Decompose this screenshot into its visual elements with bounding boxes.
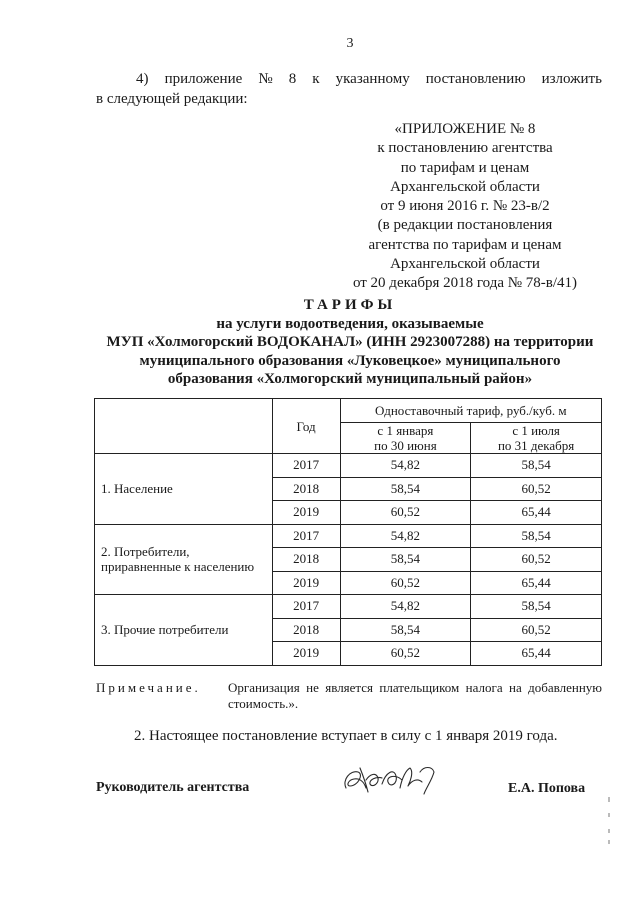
year-cell: 2017 (272, 454, 340, 478)
tariff-body (95, 454, 602, 666)
tariff-cell: 54,82 (340, 595, 471, 619)
tariff-cell: 65,44 (471, 571, 602, 595)
year-cell: 2019 (272, 642, 340, 666)
signature-stroke (345, 768, 434, 795)
category-cell: 1. Население (95, 454, 273, 525)
table-row (95, 454, 602, 478)
tariff-title-line: МУП «Холмогорский ВОДОКАНАЛ» (ИНН 2923007288) на территории (106, 334, 594, 350)
appendix-line: «ПРИЛОЖЕНИЕ № 8 (394, 121, 536, 137)
tariff-title-line: муниципального образования «Луковецкое» муниципального (139, 352, 561, 369)
note-label: Примечание. (96, 680, 201, 695)
tariff-title (60, 296, 640, 389)
word: № (258, 71, 273, 87)
year-cell: 2017 (272, 595, 340, 619)
scan-edge-mark (608, 797, 610, 845)
tariff-cell: 60,52 (340, 642, 471, 666)
tariff-cell: 60,52 (340, 501, 471, 525)
note-text: Организация не является плательщиком налога на добавленную стоимость.». (228, 680, 602, 711)
appendix-line: агентства по тарифам и ценам (368, 236, 562, 253)
header-period-1: с 1 января по 30 июня (340, 423, 471, 454)
word: постановлению (425, 71, 526, 87)
tariff-cell: 65,44 (471, 501, 602, 525)
appendix-line: Архангельской области (390, 256, 540, 273)
page-number: 3 (346, 36, 354, 51)
appendix-line: от 9 июня 2016 г. № 23-в/2 (380, 198, 550, 215)
year-cell: 2018 (272, 618, 340, 642)
tariff-cell: 58,54 (340, 548, 471, 572)
year-cell: 2018 (272, 548, 340, 572)
tariff-cell: 58,54 (471, 454, 602, 478)
header-category (95, 399, 273, 454)
year-cell: 2019 (272, 571, 340, 595)
tariff-cell: 65,44 (471, 642, 602, 666)
word: к (312, 71, 320, 87)
signatory-name: Е.А. Попова (508, 781, 586, 796)
tariff-title-line: образования «Холмогорский муниципальный район» (167, 371, 533, 387)
handwritten-signature (336, 762, 442, 798)
word: 8 (288, 71, 297, 87)
category-cell: 2. Потребители, приравненные к населению (95, 524, 273, 595)
appendix-line: Архангельской области (390, 178, 540, 195)
table-row (95, 595, 602, 619)
appendix-line: от 20 декабря 2018 года № 78-в/41) (352, 275, 578, 292)
word: указанному (335, 71, 410, 87)
tariff-cell: 58,54 (340, 477, 471, 501)
tariff-cell: 58,54 (340, 618, 471, 642)
paragraph-4 (96, 69, 602, 109)
year-cell: 2019 (272, 501, 340, 525)
paragraph-4-line-1 (96, 69, 602, 89)
tariff-cell: 58,54 (471, 524, 602, 548)
appendix-line: (в редакции постановления (377, 217, 553, 234)
tariff-cell: 58,54 (471, 595, 602, 619)
year-cell: 2018 (272, 477, 340, 501)
tariff-cell: 60,52 (471, 477, 602, 501)
signatory-position: Руководитель агентства (96, 780, 250, 795)
tariff-cell: 60,52 (340, 571, 471, 595)
paragraph-2: 2. Настоящее постановление вступает в силу с 1 января 2019 года. (134, 728, 558, 744)
tariff-cell: 60,52 (471, 618, 602, 642)
tariff-cell: 54,82 (340, 454, 471, 478)
tariff-title-line: на услуги водоотведения, оказываемые (216, 315, 484, 332)
header-period-2: с 1 июля по 31 декабря (471, 423, 602, 454)
word: изложить (541, 71, 602, 87)
tariff-table (94, 398, 602, 666)
header-tariff: Одноставочный тариф, руб./куб. м (340, 399, 601, 423)
category-cell: 3. Прочие потребители (95, 595, 273, 666)
tariff-cell: 60,52 (471, 548, 602, 572)
header-year: Год (272, 399, 340, 454)
word: 4) (136, 71, 149, 87)
appendix-line: к постановлению агентства (377, 140, 553, 157)
tariff-cell: 54,82 (340, 524, 471, 548)
tariff-heading: ТАРИФЫ (303, 297, 397, 313)
paragraph-4-line-2: в следующей редакции: (96, 91, 248, 107)
appendix-line: по тарифам и ценам (400, 159, 530, 176)
table-row (95, 524, 602, 548)
word: приложение (164, 71, 243, 87)
appendix-header (330, 120, 600, 294)
year-cell: 2017 (272, 524, 340, 548)
